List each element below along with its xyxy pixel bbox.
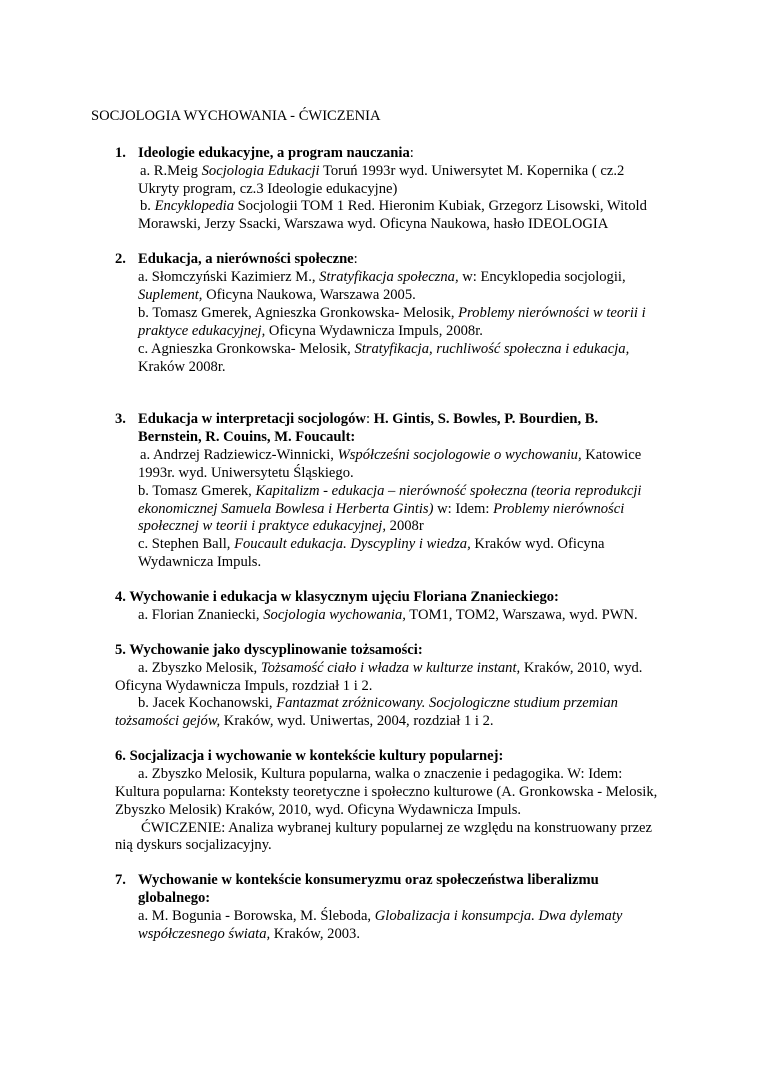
section-7-heading-line-2: globalnego: xyxy=(138,890,211,906)
section-7-item-a: a. M. Bogunia - Borowska, M. Śleboda, Globalizacja i konsumpcja. Dwa dylematy xyxy=(138,908,623,924)
section-2-item-a: a. Słomczyński Kazimierz M., Stratyfikacja społeczna, w: Encyklopedia socjologii, xyxy=(138,269,626,285)
section-1-number: 1. xyxy=(115,145,126,161)
section-2-number: 2. xyxy=(115,251,126,267)
section-6-exercise: ĆWICZENIE: Analiza wybranej kultury popularnej ze względu na konstruowany przez xyxy=(141,820,653,836)
section-2-item-b: b. Tomasz Gmerek, Agnieszka Gronkowska- Melosik, Problemy nierówności w teorii i xyxy=(138,305,646,321)
section-3-item-c-line-2: Wydawnicza Impuls. xyxy=(138,554,262,570)
section-3-heading-line-2: Bernstein, R. Couins, M. Foucault: xyxy=(138,429,356,445)
section-5-item-b-line-2: tożsamości gejów, Kraków, wyd. Uniwertas, 2004, rozdział 1 i 2. xyxy=(115,713,494,729)
section-7-heading: Wychowanie w kontekście konsumeryzmu oraz społeczeństwa liberalizmu xyxy=(138,872,599,888)
section-3-item-a: a. Andrzej Radziewicz-Winnicki, Współcześni socjologowie o wychowaniu, Katowice xyxy=(140,447,642,463)
section-6-exercise-line-2: nią dyskurs socjalizacyjny. xyxy=(115,837,272,853)
section-3-item-b: b. Tomasz Gmerek, Kapitalizm - edukacja – nierówność społeczna (teoria reprodukcji xyxy=(138,483,642,499)
section-5-item-a: a. Zbyszko Melosik, Tożsamość ciało i władza w kulturze instant, Kraków, 2010, wyd. xyxy=(138,660,643,676)
section-4-item-a: a. Florian Znaniecki, Socjologia wychowania, TOM1, TOM2, Warszawa, wyd. PWN. xyxy=(138,607,638,623)
section-2-item-c-line-2: Kraków 2008r. xyxy=(138,359,226,375)
section-6-item-a-line-2: Kultura popularna: Konteksty teoretyczne i społeczno kulturowe (A. Gronkowska - Melosik, xyxy=(115,784,658,800)
section-2-item-a-line-2: Suplement, Oficyna Naukowa, Warszawa 2005. xyxy=(138,287,416,303)
section-3-item-c: c. Stephen Ball, Foucault edukacja. Dyscypliny i wiedza, Kraków wyd. Oficyna xyxy=(138,536,605,552)
section-6-heading: 6. Socjalizacja i wychowanie w kontekście kultury popularnej: xyxy=(115,748,504,764)
section-6-item-a: a. Zbyszko Melosik, Kultura popularna, walka o znaczenie i pedagogika. W: Idem: xyxy=(138,766,623,782)
section-5-heading: 5. Wychowanie jako dyscyplinowanie tożsamości: xyxy=(115,642,423,658)
section-1-item-a: a. R.Meig Socjologia Edukacji Toruń 1993r wyd. Uniwersytet M. Kopernika ( cz.2 xyxy=(140,163,625,179)
section-1-item-a-line-2: Ukryty program, cz.3 Ideologie edukacyjne) xyxy=(138,181,398,197)
section-1-item-b: b. Encyklopedia Socjologii TOM 1 Red. Hieronim Kubiak, Grzegorz Lisowski, Witold xyxy=(140,198,647,214)
section-3-item-b-line-3: społecznej w teorii i praktyce edukacyjnej, 2008r xyxy=(138,518,424,534)
section-3-item-b-line-2: ekonomicznej Samuela Bowlesa i Herberta Gintis) w: Idem: Problemy nierówności xyxy=(138,501,625,517)
section-7-number: 7. xyxy=(115,872,126,888)
page-title: SOCJOLOGIA WYCHOWANIA - ĆWICZENIA xyxy=(91,108,381,124)
section-4-heading: 4. Wychowanie i edukacja w klasycznym ujęciu Floriana Znanieckiego: xyxy=(115,589,559,605)
section-2-heading: Edukacja, a nierówności społeczne: xyxy=(138,251,358,267)
section-7-item-a-line-2: współczesnego świata, Kraków, 2003. xyxy=(138,926,360,942)
section-6-item-a-line-3: Zbyszko Melosik) Kraków, 2010, wyd. Oficyna Wydawnicza Impuls. xyxy=(115,802,522,818)
section-2-item-b-line-2: praktyce edukacyjnej, Oficyna Wydawnicza Impuls, 2008r. xyxy=(138,323,483,339)
section-2-item-c: c. Agnieszka Gronkowska- Melosik, Stratyfikacja, ruchliwość społeczna i edukacja, xyxy=(138,341,630,357)
section-5-item-a-line-2: Oficyna Wydawnicza Impuls, rozdział 1 i 2. xyxy=(115,678,373,694)
section-1-item-b-line-2: Morawski, Jerzy Ssacki, Warszawa wyd. Oficyna Naukowa, hasło IDEOLOGIA xyxy=(138,216,609,232)
section-3-number: 3. xyxy=(115,411,126,427)
section-5-item-b: b. Jacek Kochanowski, Fantazmat zróżnicowany. Socjologiczne studium przemian xyxy=(138,695,618,711)
section-3-item-a-line-2: 1993r. wyd. Uniwersytetu Śląskiego. xyxy=(138,465,354,481)
section-3-heading: Edukacja w interpretacji socjologów: H. Gintis, S. Bowles, P. Bourdien, B. xyxy=(138,411,599,427)
section-1-heading: Ideologie edukacyjne, a program nauczania: xyxy=(138,145,414,161)
